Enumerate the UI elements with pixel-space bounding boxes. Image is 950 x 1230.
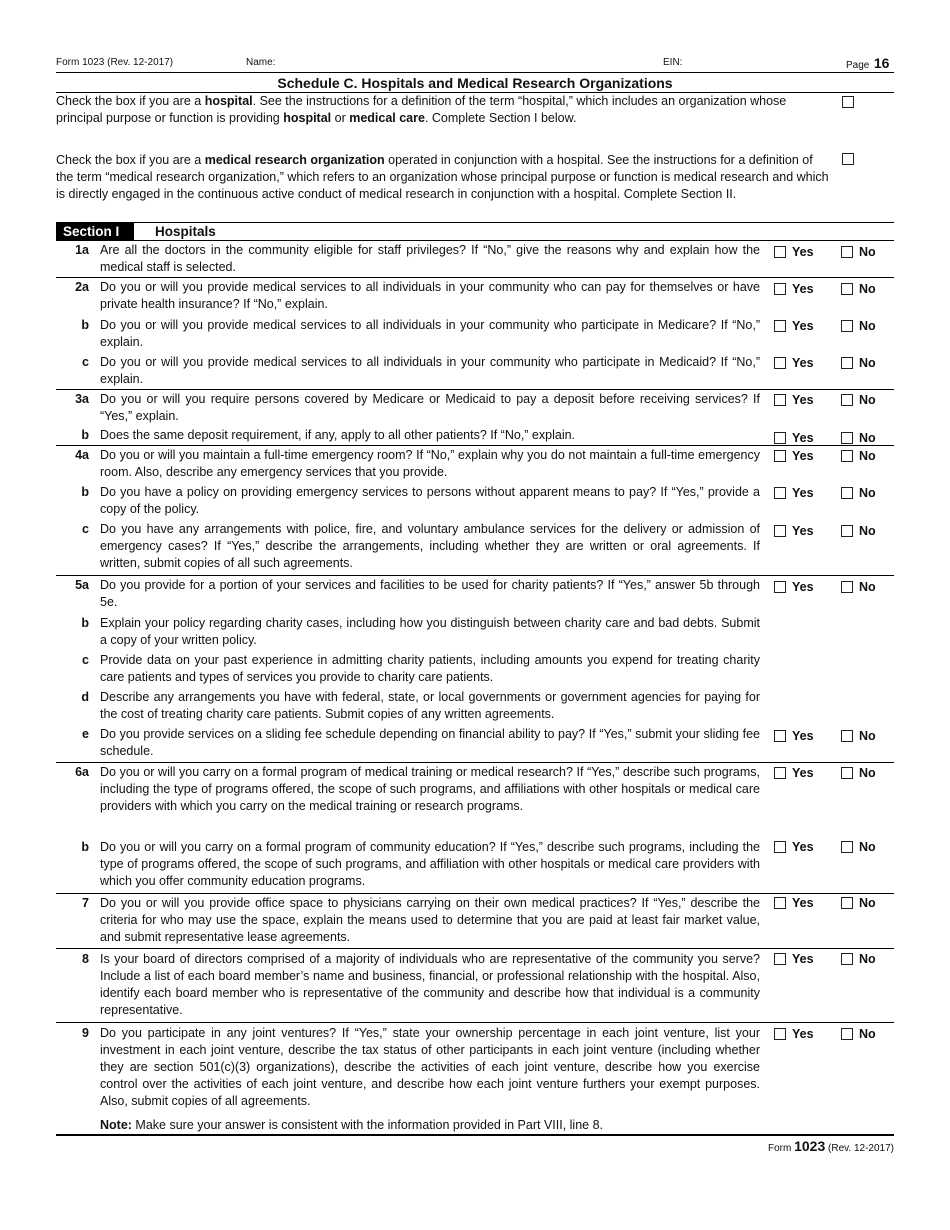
q3b-yes-option[interactable] — [774, 431, 814, 445]
q4b-no-option[interactable] — [841, 486, 876, 500]
q5a-yes-checkbox[interactable] — [774, 581, 786, 593]
question-number: 9 — [82, 1026, 89, 1040]
no-label: No — [859, 393, 876, 407]
yes-label: Yes — [792, 431, 814, 445]
question-7-text: Do you or will you provide office space to physicians carrying on their own medical practices? If “Yes,” describe the criteria for who may use the space, explain the means used to determine that you are paid at least fair market value, and submit representative lease agreements. — [100, 896, 760, 944]
section-title: Hospitals — [155, 224, 216, 239]
q5e-yes-checkbox[interactable] — [774, 730, 786, 742]
q7-no-checkbox[interactable] — [841, 897, 853, 909]
intro-research-text: Check the box if you are a medical research organization operated in conjunction with a hospital. See the instructions for a definition of the term “medical research organization,” which refers to an organization whose principal purpose or function is medical research and which is directly engaged in the continuous active conduct of medical research in conjunction with a hospital. Complete Section II. — [56, 153, 829, 201]
q4a-yes-checkbox[interactable] — [774, 450, 786, 462]
q8-yes-checkbox[interactable] — [774, 953, 786, 965]
no-label: No — [859, 319, 876, 333]
no-label: No — [859, 840, 876, 854]
form-id: Form 1023 (Rev. 12-2017) — [56, 57, 174, 68]
q1a-yes-option[interactable] — [774, 245, 814, 259]
yes-label: Yes — [792, 393, 814, 407]
section-bottom-rule — [56, 240, 894, 241]
q2c-yes-option[interactable] — [774, 356, 814, 370]
row-rule — [56, 948, 894, 949]
q9-no-checkbox[interactable] — [841, 1028, 853, 1040]
name-label: Name: — [246, 57, 276, 68]
question-5e-text: Do you provide services on a sliding fee schedule depending on financial ability to pay? If “Yes,” submit your sliding fee schedule. — [100, 727, 760, 758]
q5a-no-checkbox[interactable] — [841, 581, 853, 593]
footer-form-id — [768, 1138, 894, 1154]
q5a-no-option[interactable] — [841, 580, 876, 594]
footer-form-number: 1023 — [794, 1138, 826, 1154]
question-8-text: Is your board of directors comprised of a majority of individuals who are representative of the community you serve? Include a list of each board member’s name and business, financial, or professional relationship with the hospital. Also, identify each board member who is representative of the community and describe how that individual is a community representative. — [100, 952, 760, 1017]
q4c-no-option[interactable] — [841, 524, 876, 538]
q2c-no-checkbox[interactable] — [841, 357, 853, 369]
yes-label: Yes — [792, 840, 814, 854]
question-number: 1a — [75, 243, 89, 257]
q3a-yes-option[interactable] — [774, 393, 814, 407]
question-5d-text: Describe any arrangements you have with federal, state, or local governments or government agencies for paying for the cost of treating charity care patients. Submit copies of any written agreements. — [100, 690, 760, 721]
question-number: 8 — [82, 952, 89, 966]
question-number: b — [81, 616, 89, 630]
q2b-yes-option[interactable] — [774, 319, 814, 333]
q2a-no-option[interactable] — [841, 282, 876, 296]
question-5b-text: Explain your policy regarding charity cases, including how you distinguish between charity care and bad debts. Submit a copy of your written policy. — [100, 616, 760, 647]
q4a-yes-option[interactable] — [774, 449, 814, 463]
row-rule — [56, 1022, 894, 1023]
q6b-no-option[interactable] — [841, 840, 876, 854]
q2c-no-option[interactable] — [841, 356, 876, 370]
q6b-yes-option[interactable] — [774, 840, 814, 854]
q7-yes-checkbox[interactable] — [774, 897, 786, 909]
yes-label: Yes — [792, 449, 814, 463]
q3a-yes-checkbox[interactable] — [774, 394, 786, 406]
question-3a-text: Do you or will you require persons covered by Medicare or Medicaid to pay a deposit before receiving services? If “Yes,” explain. — [100, 392, 760, 423]
row-rule — [56, 893, 894, 894]
question-2b-text: Do you or will you provide medical services to all individuals in your community who participate in Medicare? If “No,” explain. — [100, 318, 760, 349]
ein-label: EIN: — [663, 57, 683, 68]
row-rule — [56, 277, 894, 278]
question-number: 7 — [82, 896, 89, 910]
no-label: No — [859, 245, 876, 259]
question-2a-text: Do you or will you provide medical services to all individuals in your community who can pay for themselves or have private health insurance? If “No,” explain. — [100, 280, 760, 311]
hospital-checkbox[interactable] — [842, 96, 854, 108]
row-rule — [56, 575, 894, 576]
q4c-yes-option[interactable] — [774, 524, 814, 538]
question-5c-text: Provide data on your past experience in admitting charity patients, including amounts you expend for treating charity care patients and types of services you provide to charity care patients. — [100, 653, 760, 684]
question-2c-text: Do you or will you provide medical services to all individuals in your community who participate in Medicaid? If “No,” explain. — [100, 355, 760, 386]
no-label: No — [859, 766, 876, 780]
q8-yes-option[interactable] — [774, 952, 814, 966]
intro-hospital-text: Check the box if you are a hospital. See the instructions for a definition of the term “hospital,” which includes an organization whose principal purpose or function is providing hospital or medical care. Complete Section I below. — [56, 94, 787, 125]
no-label: No — [859, 356, 876, 370]
question-4a-text: Do you or will you maintain a full-time emergency room? If “No,” explain why you do not maintain a full-time emergency room. Also, describe any emergency services that you provide. — [100, 448, 760, 479]
q1a-no-option[interactable] — [841, 245, 876, 259]
footer-revision: (Rev. 12-2017) — [828, 1143, 894, 1154]
yes-label: Yes — [792, 356, 814, 370]
yes-label: Yes — [792, 1027, 814, 1041]
q4a-no-option[interactable] — [841, 449, 876, 463]
schedule-title: Schedule C. Hospitals and Medical Research Organizations — [277, 75, 673, 91]
no-label: No — [859, 431, 876, 445]
question-number: b — [81, 318, 89, 332]
page-number: 16 — [873, 55, 890, 71]
footer-rule — [56, 1134, 894, 1136]
yes-label: Yes — [792, 319, 814, 333]
no-label: No — [859, 524, 876, 538]
page-indicator — [846, 55, 889, 73]
q3b-no-checkbox[interactable] — [841, 432, 853, 444]
q3b-yes-checkbox[interactable] — [774, 432, 786, 444]
q6a-yes-option[interactable] — [774, 766, 814, 780]
q4b-no-checkbox[interactable] — [841, 487, 853, 499]
q4c-no-checkbox[interactable] — [841, 525, 853, 537]
question-number: 4a — [75, 448, 89, 462]
q9-no-option[interactable] — [841, 1027, 876, 1041]
q4b-yes-option[interactable] — [774, 486, 814, 500]
q8-no-option[interactable] — [841, 952, 876, 966]
question-number: d — [81, 690, 89, 704]
yes-label: Yes — [792, 766, 814, 780]
q4c-yes-checkbox[interactable] — [774, 525, 786, 537]
question-number: c — [82, 653, 89, 667]
question-1a-text: Are all the doctors in the community eligible for staff privileges? If “No,” give the reasons why and explain how the medical staff is selected. — [100, 243, 760, 274]
q6b-yes-checkbox[interactable] — [774, 841, 786, 853]
no-label: No — [859, 952, 876, 966]
question-number: b — [81, 428, 89, 442]
page-label: Page — [846, 60, 870, 71]
yes-label: Yes — [792, 580, 814, 594]
row-rule — [56, 389, 894, 390]
question-4c-text: Do you have any arrangements with police, fire, and voluntary ambulance services for the delivery or admission of emergency cases? If “Yes,” describe the arrangements, including whether they are written or oral agreements. If written, submit copies of all such agreements. — [100, 522, 760, 570]
q1a-yes-checkbox[interactable] — [774, 246, 786, 258]
question-9-text: Do you participate in any joint ventures? If “Yes,” state your ownership percentage in each joint venture, list your investment in each joint venture, describe the tax status of other participants in each joint venture (including whether they are section 501(c)(3) organizations), describe the activities of each joint venture, describe how you exercise control over the activities of each joint venture, and describe how each joint venture furthers your exempt purposes. Also, submit copies of all agreements. — [100, 1026, 760, 1108]
question-3b-text: Does the same deposit requirement, if any, apply to all other patients? If “No,” explain. — [100, 428, 576, 442]
q2b-no-option[interactable] — [841, 319, 876, 333]
question-number: e — [82, 727, 89, 741]
q4a-no-checkbox[interactable] — [841, 450, 853, 462]
q3a-no-checkbox[interactable] — [841, 394, 853, 406]
no-label: No — [859, 729, 876, 743]
q2b-no-checkbox[interactable] — [841, 320, 853, 332]
q9-yes-option[interactable] — [774, 1027, 814, 1041]
note-text: Note: Make sure your answer is consistent with the information provided in Part VIII, line 8. — [100, 1118, 604, 1132]
q7-no-option[interactable] — [841, 896, 876, 910]
no-label: No — [859, 1027, 876, 1041]
q2a-yes-checkbox[interactable] — [774, 283, 786, 295]
footer-form-word: Form — [767, 1143, 792, 1154]
q2a-no-checkbox[interactable] — [841, 283, 853, 295]
q6a-no-checkbox[interactable] — [841, 767, 853, 779]
q5a-yes-option[interactable] — [774, 580, 814, 594]
question-4b-text: Do you have a policy on providing emergency services to persons without apparent means to pay? If “Yes,” provide a copy of the policy. — [100, 485, 760, 516]
question-number: 3a — [75, 392, 89, 406]
question-number: b — [81, 840, 89, 854]
question-number: c — [82, 522, 89, 536]
q2b-yes-checkbox[interactable] — [774, 320, 786, 332]
q9-yes-checkbox[interactable] — [774, 1028, 786, 1040]
no-label: No — [859, 896, 876, 910]
question-number: c — [82, 355, 89, 369]
no-label: No — [859, 486, 876, 500]
question-number: 6a — [75, 765, 89, 779]
question-number: 5a — [75, 578, 89, 592]
note-label: Note: — [100, 1118, 132, 1132]
yes-label: Yes — [792, 729, 814, 743]
question-number: 2a — [75, 280, 89, 294]
q7-yes-option[interactable] — [774, 896, 814, 910]
research-org-checkbox[interactable] — [842, 153, 854, 165]
yes-label: Yes — [792, 245, 814, 259]
row-rule — [56, 445, 894, 446]
header-rule — [56, 72, 894, 73]
q6a-no-option[interactable] — [841, 766, 876, 780]
yes-label: Yes — [792, 952, 814, 966]
q4b-yes-checkbox[interactable] — [774, 487, 786, 499]
q2a-yes-option[interactable] — [774, 282, 814, 296]
q2c-yes-checkbox[interactable] — [774, 357, 786, 369]
question-5a-text: Do you provide for a portion of your services and facilities to be used for charity patients? If “Yes,” answer 5b through 5e. — [100, 578, 760, 609]
row-rule — [56, 762, 894, 763]
q8-no-checkbox[interactable] — [841, 953, 853, 965]
q3a-no-option[interactable] — [841, 393, 876, 407]
yes-label: Yes — [792, 524, 814, 538]
q3b-no-option[interactable] — [841, 431, 876, 445]
question-6b-text: Do you or will you carry on a formal program of community education? If “Yes,” describe such programs, including the type of programs offered, the scope of such programs, and affiliation with other hospitals or medical care providers with which you offer community education programs. — [100, 840, 760, 888]
q6a-yes-checkbox[interactable] — [774, 767, 786, 779]
question-6a-text: Do you or will you carry on a formal program of medical training or medical research? If “Yes,” describe such programs, including the type of programs offered, the scope of such programs, and affiliations with other hospitals or medical care providers with which you carry on the medical training or research programs. — [100, 765, 760, 813]
q5e-no-checkbox[interactable] — [841, 730, 853, 742]
q5e-yes-option[interactable] — [774, 729, 814, 743]
yes-label: Yes — [792, 282, 814, 296]
question-number: b — [81, 485, 89, 499]
yes-label: Yes — [792, 896, 814, 910]
no-label: No — [859, 449, 876, 463]
no-label: No — [859, 282, 876, 296]
no-label: No — [859, 580, 876, 594]
yes-label: Yes — [792, 486, 814, 500]
q6b-no-checkbox[interactable] — [841, 841, 853, 853]
q1a-no-checkbox[interactable] — [841, 246, 853, 258]
q5e-no-option[interactable] — [841, 729, 876, 743]
section-label: Section I — [56, 223, 134, 240]
